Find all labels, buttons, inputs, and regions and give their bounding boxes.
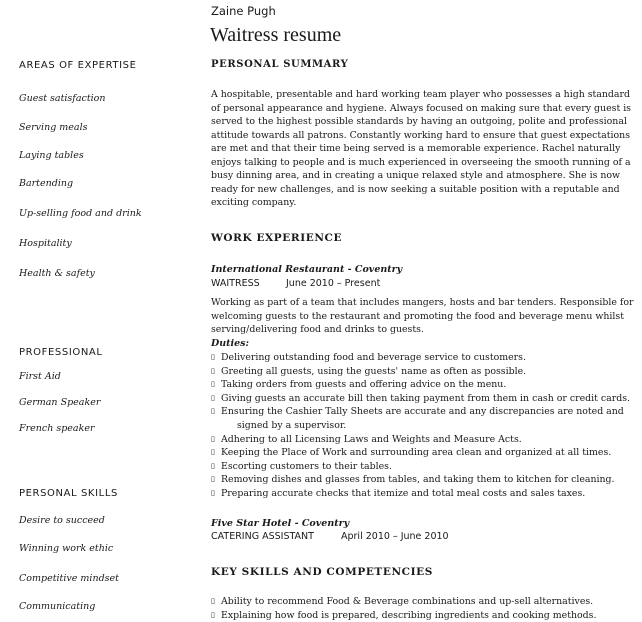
job-employer: Five Star Hotel - Coventry [211,518,350,529]
job-role: WAITRESS [211,278,260,289]
skill-item: Competitive mindset [19,573,119,584]
job-dates: April 2010 – June 2010 [341,531,449,542]
expertise-item: Laying tables [19,150,84,161]
professional-heading: PROFESSIONAL [19,347,103,358]
duty-item: ▯ Escorting customers to their tables. [211,460,631,474]
skill-item: Desire to succeed [19,515,105,526]
duty-item: ▯ Keeping the Place of Work and surrounding area clean and organized at all times. [211,446,631,460]
duty-item: ▯ Removing dishes and glasses from tables, and taking them to kitchen for cleaning. [211,473,631,487]
page-title: Waitress resume [210,24,342,46]
duties-list [211,351,631,501]
key-skills-list [211,595,631,622]
duties-label: Duties: [211,338,250,349]
skill-item: Winning work ethic [19,543,114,554]
key-skills-heading: KEY SKILLS AND COMPETENCIES [211,566,433,578]
expertise-item: Guest satisfaction [19,93,106,104]
professional-item: First Aid [19,371,61,382]
duty-item: ▯ Preparing accurate checks that itemize and total meal costs and sales taxes. [211,487,631,501]
experience-heading: WORK EXPERIENCE [211,232,343,244]
duty-item: ▯ Ensuring the Cashier Tally Sheets are accurate and any discrepancies are noted and [211,405,631,419]
expertise-item: Bartending [19,178,74,189]
expertise-item: Health & safety [19,268,95,279]
duty-item: ▯ Taking orders from guests and offering advice on the menu. [211,378,631,392]
job-employer: International Restaurant - Coventry [211,264,403,275]
duty-item: ▯ Adhering to all Licensing Laws and Weights and Measure Acts. [211,433,631,447]
professional-item: French speaker [19,423,95,434]
duty-item: ▯ Delivering outstanding food and beverage service to customers. [211,351,631,365]
summary-heading: PERSONAL SUMMARY [211,59,349,70]
job-description: Working as part of a team that includes mangers, hosts and bar tenders. Responsible for welcoming guests to the restaurant and promoting the food and beverage menu whilst serving/delivering food and drinks to guests. [211,297,634,335]
job-role: CATERING ASSISTANT [211,531,314,542]
personal-skills-heading: PERSONAL SKILLS [19,488,118,499]
expertise-item: Hospitality [19,238,72,249]
expertise-heading: AREAS OF EXPERTISE [19,60,137,71]
duty-item-continuation: signed by a supervisor. [237,419,347,431]
expertise-item: Serving meals [19,122,88,133]
key-skill-item: ▯ Explaining how food is prepared, describing ingredients and cooking methods. [211,609,631,622]
summary-text: A hospitable, presentable and hard working team player who possesses a high standard of personal appearance and hygiene. Always focused on making sure that every guest is served to the highest possible standards by having an outgoing, polite and professional attitude towards all patrons. Constantly working hard to ensure that guest expectations are met and that their time being served is a memorable experience. Rachel naturally enjoys talking to people and is much experienced in overseeing the smooth running of a busy dinning area, and in creating a unique relaxed style and atmosphere. She is now ready for new challenges, and is now seeking a suitable position with a reputable and exciting company. [211,89,631,208]
professional-item: German Speaker [19,397,101,408]
key-skill-item: ▯ Ability to recommend Food & Beverage combinations and up-sell alternatives. [211,595,631,609]
skill-item: Communicating [19,601,96,612]
duty-item: ▯ Greeting all guests, using the guests' name as often as possible. [211,365,631,379]
duty-item: ▯ Giving guests an accurate bill then taking payment from them in cash or credit cards. [211,392,631,406]
expertise-item: Up-selling food and drink [19,208,142,219]
job-dates: June 2010 – Present [286,278,381,289]
candidate-name: Zaine Pugh [211,4,276,18]
